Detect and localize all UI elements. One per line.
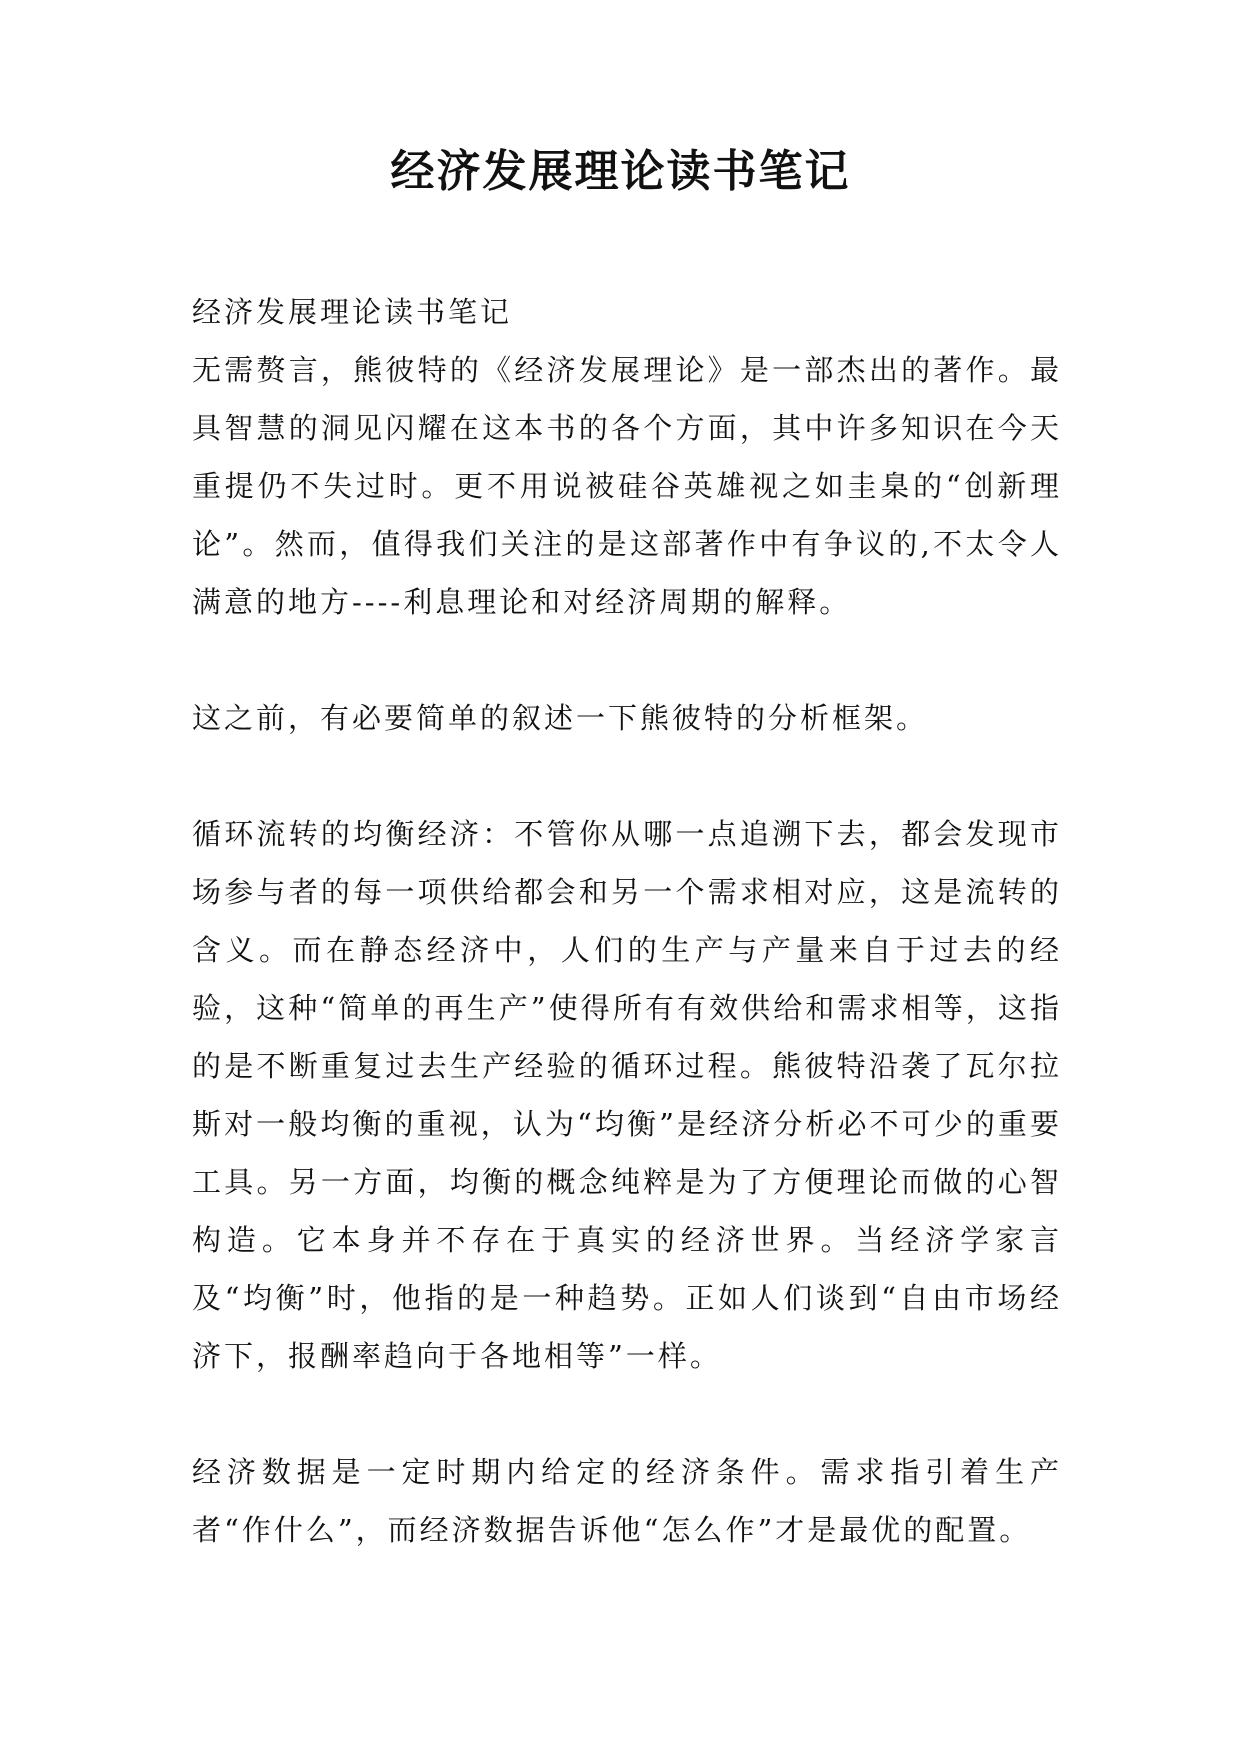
document-title: 经济发展理论读书笔记 bbox=[390, 146, 851, 197]
paragraph-intro: 无需赘言，熊彼特的《经济发展理论》是一部杰出的著作。最具智慧的洞见闪耀在这本书的各个方面，其中许多知识在今天重提仍不失过时。更不用说被硅谷英雄视之如圭臬的“创新理论”。然而，值得我们关注的是这部著作中有争议的,不太令人满意的地方----利息理论和对经济周期的解释。 bbox=[192, 353, 1062, 619]
document-subtitle: 经济发展理论读书笔记 bbox=[192, 295, 513, 329]
paragraph-equilibrium: 循环流转的均衡经济：不管你从哪一点追溯下去，都会发现市场参与者的每一项供给都会和另一个需求相对应，这是流转的含义。而在静态经济中，人们的生产与产量来自于过去的经验，这种“简单的再生产”使得所有有效供给和需求相等，这指的是不断重复过去生产经验的循环过程。熊彼特沿袭了瓦尔拉斯对一般均衡的重视，认为“均衡”是经济分析必不可少的重要工具。另一方面，均衡的概念纯粹是为了方便理论而做的心智构造。它本身并不存在于真实的经济世界。当经济学家言及“均衡”时，他指的是一种趋势。正如人们谈到“自由市场经济下，报酬率趋向于各地相等”一样。 bbox=[192, 817, 1062, 1373]
paragraph-framework: 这之前，有必要简单的叙述一下熊彼特的分析框架。 bbox=[192, 701, 929, 735]
paragraph-economic-data: 经济数据是一定时期内给定的经济条件。需求指引着生产者“作什么”，而经济数据告诉他“怎么作”才是最优的配置。 bbox=[192, 1455, 1062, 1547]
document-body bbox=[192, 283, 1062, 1559]
